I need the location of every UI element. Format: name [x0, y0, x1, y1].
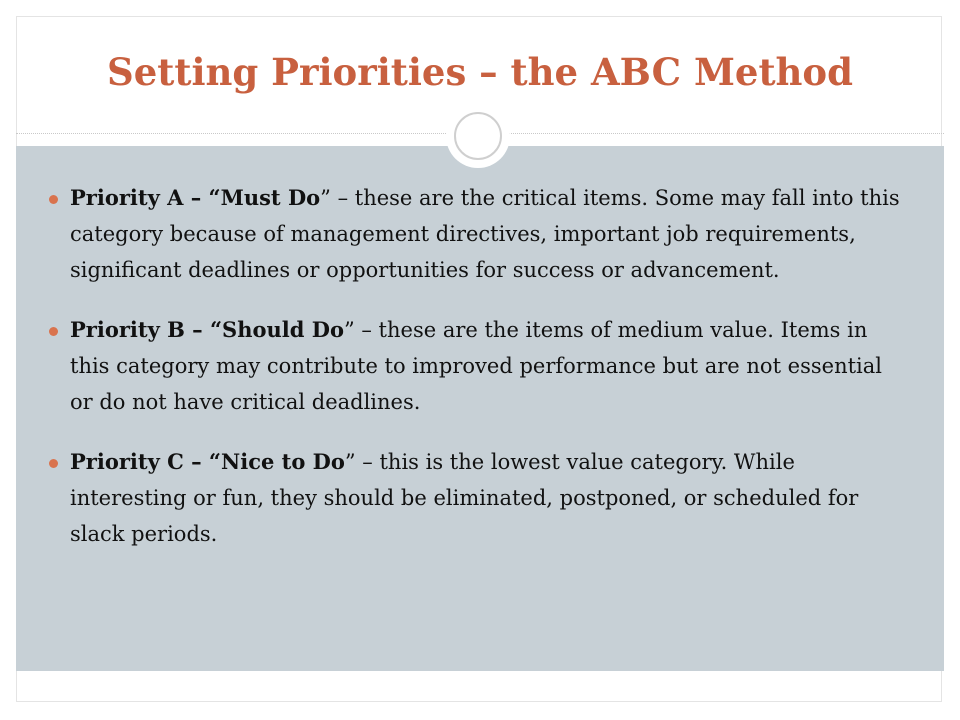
bullet-quote-close: ” – — [344, 450, 380, 474]
bullet-quote-close: ” – — [343, 318, 379, 342]
bullet-list — [70, 180, 900, 576]
bullet-dot-icon — [49, 459, 58, 468]
bullet-text: this is the lowest value category. While interesting or fun, they should be eliminated, postponed, or scheduled for slack periods. — [70, 450, 859, 546]
circle-ornament-icon — [446, 104, 510, 168]
bullet-priority-a — [70, 180, 900, 288]
circle-ring-icon — [454, 112, 502, 160]
bullet-text: these are the items of medium value. Items in this category may contribute to improved performance but are not essential or do not have critical deadlines. — [70, 318, 883, 414]
slide-title: Setting Priorities – the ABC Method — [107, 50, 853, 94]
bullet-text: these are the critical items. Some may fall into this category because of management directives, important job requirements, significant deadlines or opportunities for success or advancement. — [70, 186, 900, 282]
bullet-dot-icon — [49, 327, 58, 336]
bullet-term: Nice to Do — [221, 449, 345, 474]
bullet-quote-close: ” – — [320, 186, 355, 210]
bullet-lead: Priority B – “ — [70, 317, 223, 342]
bullet-lead: Priority A – “ — [70, 185, 221, 210]
bullet-priority-b — [70, 312, 900, 420]
bullet-lead: Priority C – “ — [70, 449, 222, 474]
bullet-priority-c — [70, 444, 900, 552]
bullet-term: Should Do — [222, 317, 344, 342]
bullet-term: Must Do — [220, 185, 321, 210]
bullet-dot-icon — [49, 195, 58, 204]
